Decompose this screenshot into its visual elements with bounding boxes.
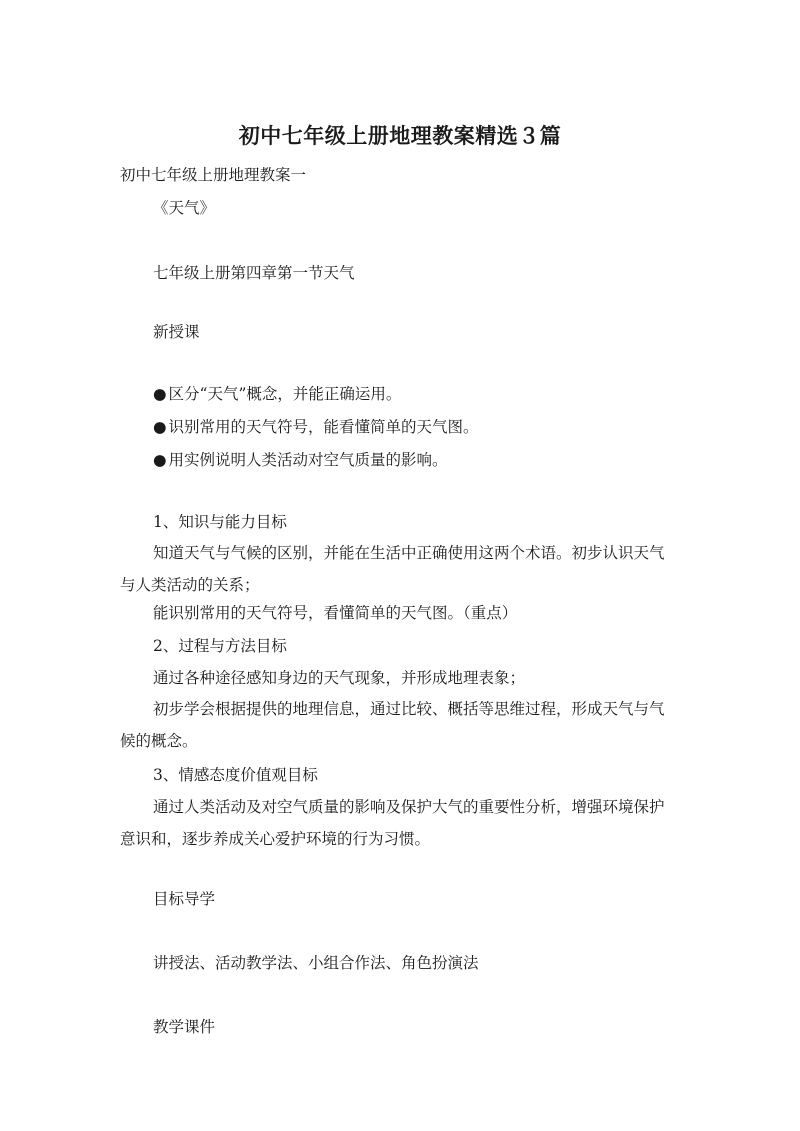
plan-subtitle: 初中七年级上册地理教案一	[120, 166, 307, 184]
goal1-text: 知道天气与气候的区别，并能在生活中正确使用这两个术语。初步认识天气与人类活动的关系；	[120, 544, 665, 594]
requirement-item	[153, 383, 401, 405]
goal3-text: 通过人类活动及对空气质量的影响及保护大气的重要性分析，增强环境保护意识和，逐步养成关心爱护环境的行为习惯。	[120, 798, 665, 848]
bullet-icon: ●	[153, 418, 167, 436]
chapter-line: 七年级上册第四章第一节天气	[153, 264, 355, 282]
bullet-icon: ●	[153, 385, 167, 403]
requirement-text: 区分“天气”概念，并能正确运用。	[168, 385, 402, 403]
teaching-methods: 讲授法、活动教学法、小组合作法、角色扮演法	[153, 954, 479, 972]
requirement-text: 用实例说明人类活动对空气质量的影响。	[168, 451, 448, 469]
teaching-tools: 教学课件	[153, 1018, 216, 1036]
goal3-heading: 3、情感态度价值观目标	[153, 766, 318, 784]
bullet-icon: ●	[153, 451, 167, 469]
requirement-item	[153, 449, 448, 471]
goal2-paragraph: 通过各种途径感知身边的天气现象，并形成地理表象；	[153, 669, 526, 687]
goal1-heading: 1、知识与能力目标	[153, 513, 287, 531]
goal1-paragraph-2: 能识别常用的天气符号，看懂简单的天气图。（重点）	[153, 604, 518, 622]
lesson-type: 新授课	[153, 323, 200, 341]
goal3-paragraph	[120, 791, 668, 855]
goal2-paragraph-2	[120, 693, 668, 757]
goal2-text: 初步学会根据提供的地理信息，通过比较、概括等思维过程，形成天气与气候的概念。	[120, 700, 665, 750]
method-label: 目标导学	[153, 890, 216, 908]
goal2-heading: 2、过程与方法目标	[153, 637, 287, 655]
requirement-item	[153, 416, 479, 438]
document-title: 初中七年级上册地理教案精选３篇	[238, 124, 562, 148]
goal1-paragraph	[120, 537, 668, 601]
requirement-text: 识别常用的天气符号，能看懂简单的天气图。	[168, 418, 479, 436]
lesson-topic: 《天气》	[153, 199, 216, 217]
